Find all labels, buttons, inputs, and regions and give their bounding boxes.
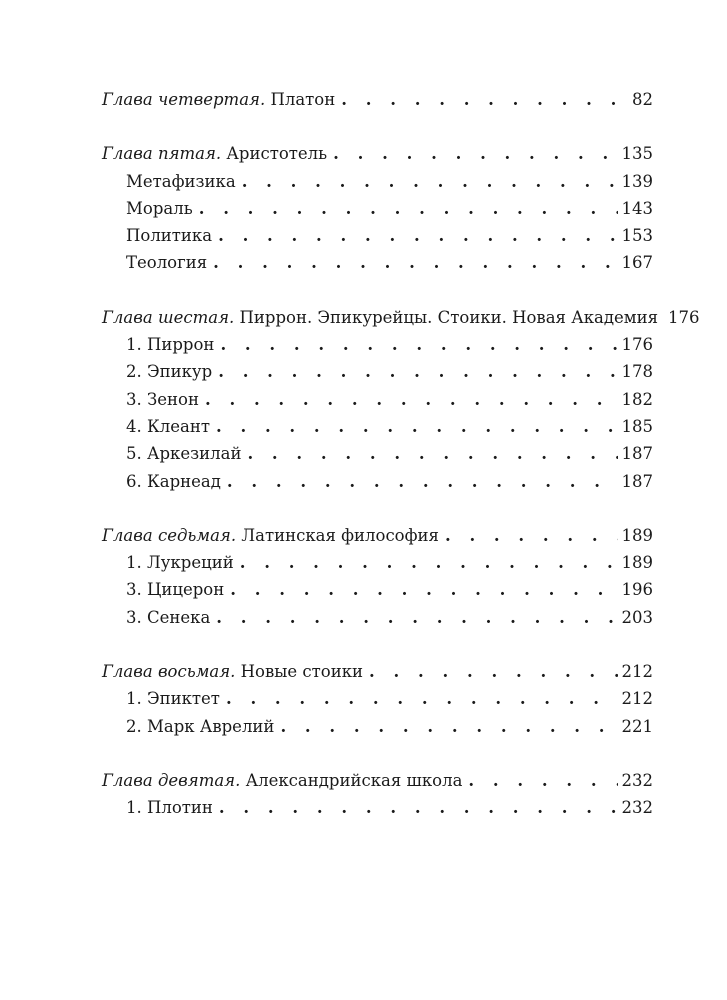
page-number: 221 <box>621 716 653 736</box>
section-entry[interactable] <box>102 549 653 576</box>
section-entry[interactable] <box>102 222 653 249</box>
chapter-entry[interactable] <box>102 86 653 113</box>
page-number: 187 <box>621 471 653 491</box>
dot-leader <box>226 685 618 712</box>
dot-leader <box>227 468 618 495</box>
chapter-entry[interactable] <box>102 304 700 331</box>
page-number: 139 <box>621 171 653 191</box>
chapter-group <box>102 140 653 276</box>
chapter-title: Новые стоики <box>240 662 364 682</box>
section-entry[interactable] <box>102 249 653 276</box>
section-label: 1. Пиррон <box>126 335 215 355</box>
chapter-label <box>102 86 335 113</box>
section-label: 2. Эпикур <box>126 362 213 382</box>
dot-leader <box>218 222 617 249</box>
section-entry[interactable] <box>102 195 653 222</box>
section-entry[interactable] <box>102 168 653 195</box>
section-label: 3. Цицерон <box>126 580 225 600</box>
chapter-entry[interactable] <box>102 140 653 167</box>
page-number: 176 <box>621 335 653 355</box>
page-number: 182 <box>621 389 653 409</box>
page-number: 212 <box>621 689 653 709</box>
page-number: 232 <box>621 770 653 790</box>
chapter-entry[interactable] <box>102 658 653 685</box>
section-label: Политика <box>126 226 213 246</box>
chapter-number: Глава девятая. <box>102 770 241 790</box>
chapter-label <box>102 767 462 794</box>
chapter-label <box>102 658 363 685</box>
section-entry[interactable] <box>102 358 653 385</box>
dot-leader <box>220 331 617 358</box>
chapter-title: Латинская философия <box>241 525 439 545</box>
chapter-group <box>102 767 653 822</box>
section-label: 3. Зенон <box>126 389 199 409</box>
section-entry[interactable] <box>102 440 653 467</box>
section-entry[interactable] <box>102 604 653 631</box>
page-number: 143 <box>621 198 653 218</box>
chapter-label <box>102 304 658 331</box>
page-number: 189 <box>621 525 653 545</box>
section-entry[interactable] <box>102 685 653 712</box>
section-label: 1. Лукреций <box>126 553 234 573</box>
chapter-label <box>102 522 439 549</box>
dot-leader <box>468 767 617 794</box>
dot-leader <box>213 249 617 276</box>
section-label: Теология <box>126 253 208 273</box>
section-entry[interactable] <box>102 386 653 413</box>
chapter-number: Глава седьмая. <box>102 525 237 545</box>
chapter-group <box>102 304 700 495</box>
page-number: 203 <box>621 607 653 627</box>
dot-leader <box>219 794 618 821</box>
section-label: 6. Карнеад <box>126 471 221 491</box>
dot-leader <box>230 576 617 603</box>
page-number: 82 <box>632 90 653 109</box>
page-number: 196 <box>621 580 653 600</box>
chapter-group <box>102 86 653 113</box>
dot-leader <box>369 658 617 685</box>
chapter-number: Глава четвертая. <box>102 90 266 109</box>
page-number: 176 <box>668 307 700 327</box>
section-label: 4. Клеант <box>126 416 210 436</box>
chapter-number: Глава пятая. <box>102 144 222 164</box>
dot-leader <box>280 713 617 740</box>
section-entry[interactable] <box>102 331 653 358</box>
section-entry[interactable] <box>102 413 653 440</box>
dot-leader <box>240 549 618 576</box>
chapter-number: Глава шестая. <box>102 307 235 327</box>
section-label: 5. Аркезилай <box>126 444 242 464</box>
dot-leader <box>199 195 618 222</box>
section-label: 1. Плотин <box>126 798 213 818</box>
dot-leader <box>216 413 618 440</box>
dot-leader <box>218 358 617 385</box>
chapter-title: Пиррон. Эпикурейцы. Стоики. Новая Академия <box>239 307 659 327</box>
section-label: Метафизика <box>126 171 236 191</box>
chapter-group <box>102 658 653 740</box>
chapter-entry[interactable] <box>102 522 653 549</box>
chapter-entry[interactable] <box>102 767 653 794</box>
section-entry[interactable] <box>102 576 653 603</box>
page-number: 187 <box>621 444 653 464</box>
section-label: 1. Эпиктет <box>126 689 220 709</box>
table-of-contents <box>102 86 700 849</box>
chapter-group <box>102 522 653 631</box>
chapter-label <box>102 140 327 167</box>
page-number: 153 <box>621 226 653 246</box>
page-number: 212 <box>621 662 653 682</box>
chapter-title: Александрийская школа <box>245 770 463 790</box>
dot-leader <box>216 604 617 631</box>
section-label: 3. Сенека <box>126 607 211 627</box>
dot-leader <box>333 140 617 167</box>
dot-leader <box>242 168 618 195</box>
section-entry[interactable] <box>102 794 653 821</box>
page-number: 135 <box>621 144 653 164</box>
page-number: 185 <box>621 416 653 436</box>
page-number: 178 <box>621 362 653 382</box>
section-label: Мораль <box>126 198 193 218</box>
dot-leader <box>205 386 618 413</box>
section-entry[interactable] <box>102 468 653 495</box>
section-entry[interactable] <box>102 713 653 740</box>
dot-leader <box>247 440 617 467</box>
page-number: 232 <box>621 798 653 818</box>
dot-leader <box>445 522 618 549</box>
chapter-number: Глава восьмая. <box>102 662 236 682</box>
dot-leader <box>341 86 625 113</box>
chapter-title: Платон <box>270 90 336 109</box>
section-label: 2. Марк Аврелий <box>126 716 275 736</box>
page-number: 167 <box>621 253 653 273</box>
chapter-title: Аристотель <box>226 144 328 164</box>
page-number: 189 <box>621 553 653 573</box>
